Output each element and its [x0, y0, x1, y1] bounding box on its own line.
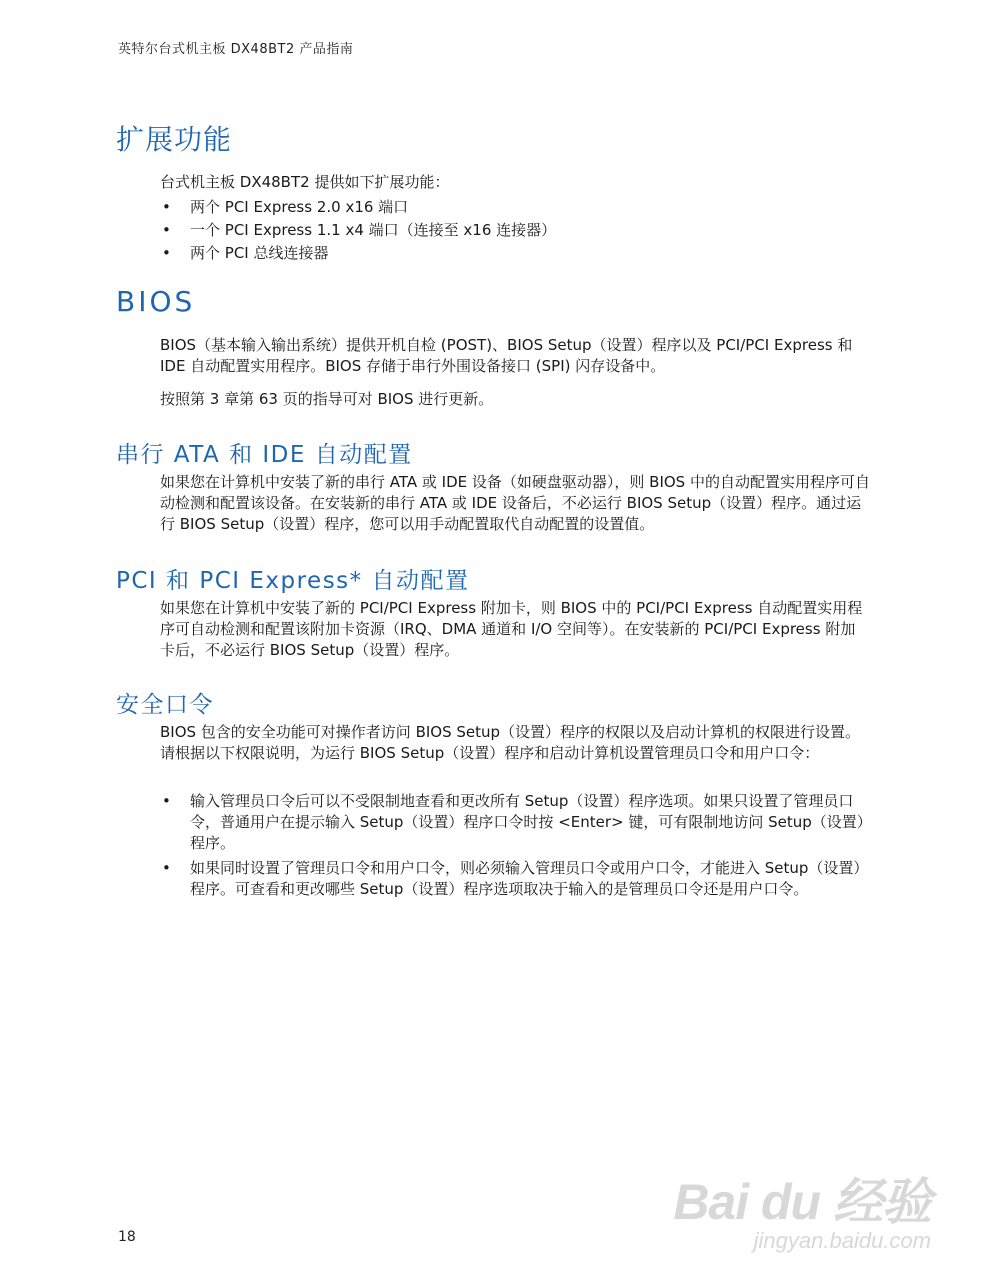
- bullet-icon: •: [162, 198, 171, 216]
- section-title-sata-ide: 串行 ATA 和 IDE 自动配置: [116, 442, 413, 468]
- list-item: [160, 197, 870, 218]
- list-item: [160, 858, 870, 900]
- bullet-icon: •: [162, 859, 171, 877]
- sata-ide-paragraph: 如果您在计算机中安装了新的串行 ATA 或 IDE 设备（如硬盘驱动器），则 BIOS 中的自动配置实用程序可自动检测和配置该设备。在安装新的串行 ATA 或 IDE 设备后，不必运行 BIOS Setup（设置）程序。通过运行 BIOS Setup（设置）程序，您可以用手动配置取代自动配置的设置值。: [160, 473, 870, 533]
- section-title-pci-express: PCI 和 PCI Express* 自动配置: [116, 568, 470, 594]
- bullet-icon: •: [162, 792, 171, 810]
- list-item-text: 两个 PCI 总线连接器: [190, 244, 329, 262]
- list-item-text: 如果同时设置了管理员口令和用户口令，则必须输入管理员口令或用户口令，才能进入 Setup（设置）程序。可查看和更改哪些 Setup（设置）程序选项取决于输入的是管理员口令还是用户口令。: [190, 859, 869, 898]
- bullet-icon: •: [162, 244, 171, 262]
- bios-paragraph-1: BIOS（基本输入输出系统）提供开机自检 (POST)、BIOS Setup（设置）程序以及 PCI/PCI Express 和 IDE 自动配置实用程序。BIOS 存储于串行外围设备接口 (SPI) 闪存设备中。: [160, 336, 853, 375]
- bullet-icon: •: [162, 221, 171, 239]
- list-item-text: 两个 PCI Express 2.0 x16 端口: [190, 198, 409, 216]
- security-list: [160, 791, 870, 902]
- pci-express-paragraph: 如果您在计算机中安装了新的 PCI/PCI Express 附加卡，则 BIOS 中的 PCI/PCI Express 自动配置实用程序可自动检测和配置该附加卡资源（IRQ、DMA 通道和 I/O 空间等）。在安装新的 PCI/PCI Express 附加卡后，不必运行 BIOS Setup（设置）程序。: [160, 599, 863, 659]
- running-header: 英特尔台式机主板 DX48BT2 产品指南: [118, 42, 354, 57]
- security-paragraph: BIOS 包含的安全功能可对操作者访问 BIOS Setup（设置）程序的权限以及启动计算机的权限进行设置。请根据以下权限说明，为运行 BIOS Setup（设置）程序和启动计算机设置管理员口令和用户口令：: [160, 723, 861, 762]
- section-title-bios: BIOS: [116, 285, 196, 318]
- expansion-list: [160, 197, 870, 266]
- list-item-text: 一个 PCI Express 1.1 x4 端口（连接至 x16 连接器）: [190, 221, 557, 239]
- expansion-intro: 台式机主板 DX48BT2 提供如下扩展功能：: [160, 173, 450, 191]
- list-item: [160, 791, 870, 854]
- list-item: [160, 220, 870, 241]
- section-title-security: 安全口令: [116, 692, 214, 718]
- watermark-logo: Bai du 经验: [673, 1174, 931, 1230]
- bios-paragraph-2: 按照第 3 章第 63 页的指导可对 BIOS 进行更新。: [160, 390, 494, 408]
- list-item-text: 输入管理员口令后可以不受限制地查看和更改所有 Setup（设置）程序选项。如果只设置了管理员口令，普通用户在提示输入 Setup（设置）程序口令时按 <Enter> 键，可有限制地访问 Setup（设置）程序。: [190, 792, 865, 852]
- baidu-watermark: [673, 1162, 931, 1254]
- section-title-expansion: 扩展功能: [116, 123, 233, 156]
- page-number: 18: [118, 1229, 136, 1245]
- watermark-url: jingyan.baidu.com: [753, 1228, 931, 1253]
- list-item: [160, 243, 870, 264]
